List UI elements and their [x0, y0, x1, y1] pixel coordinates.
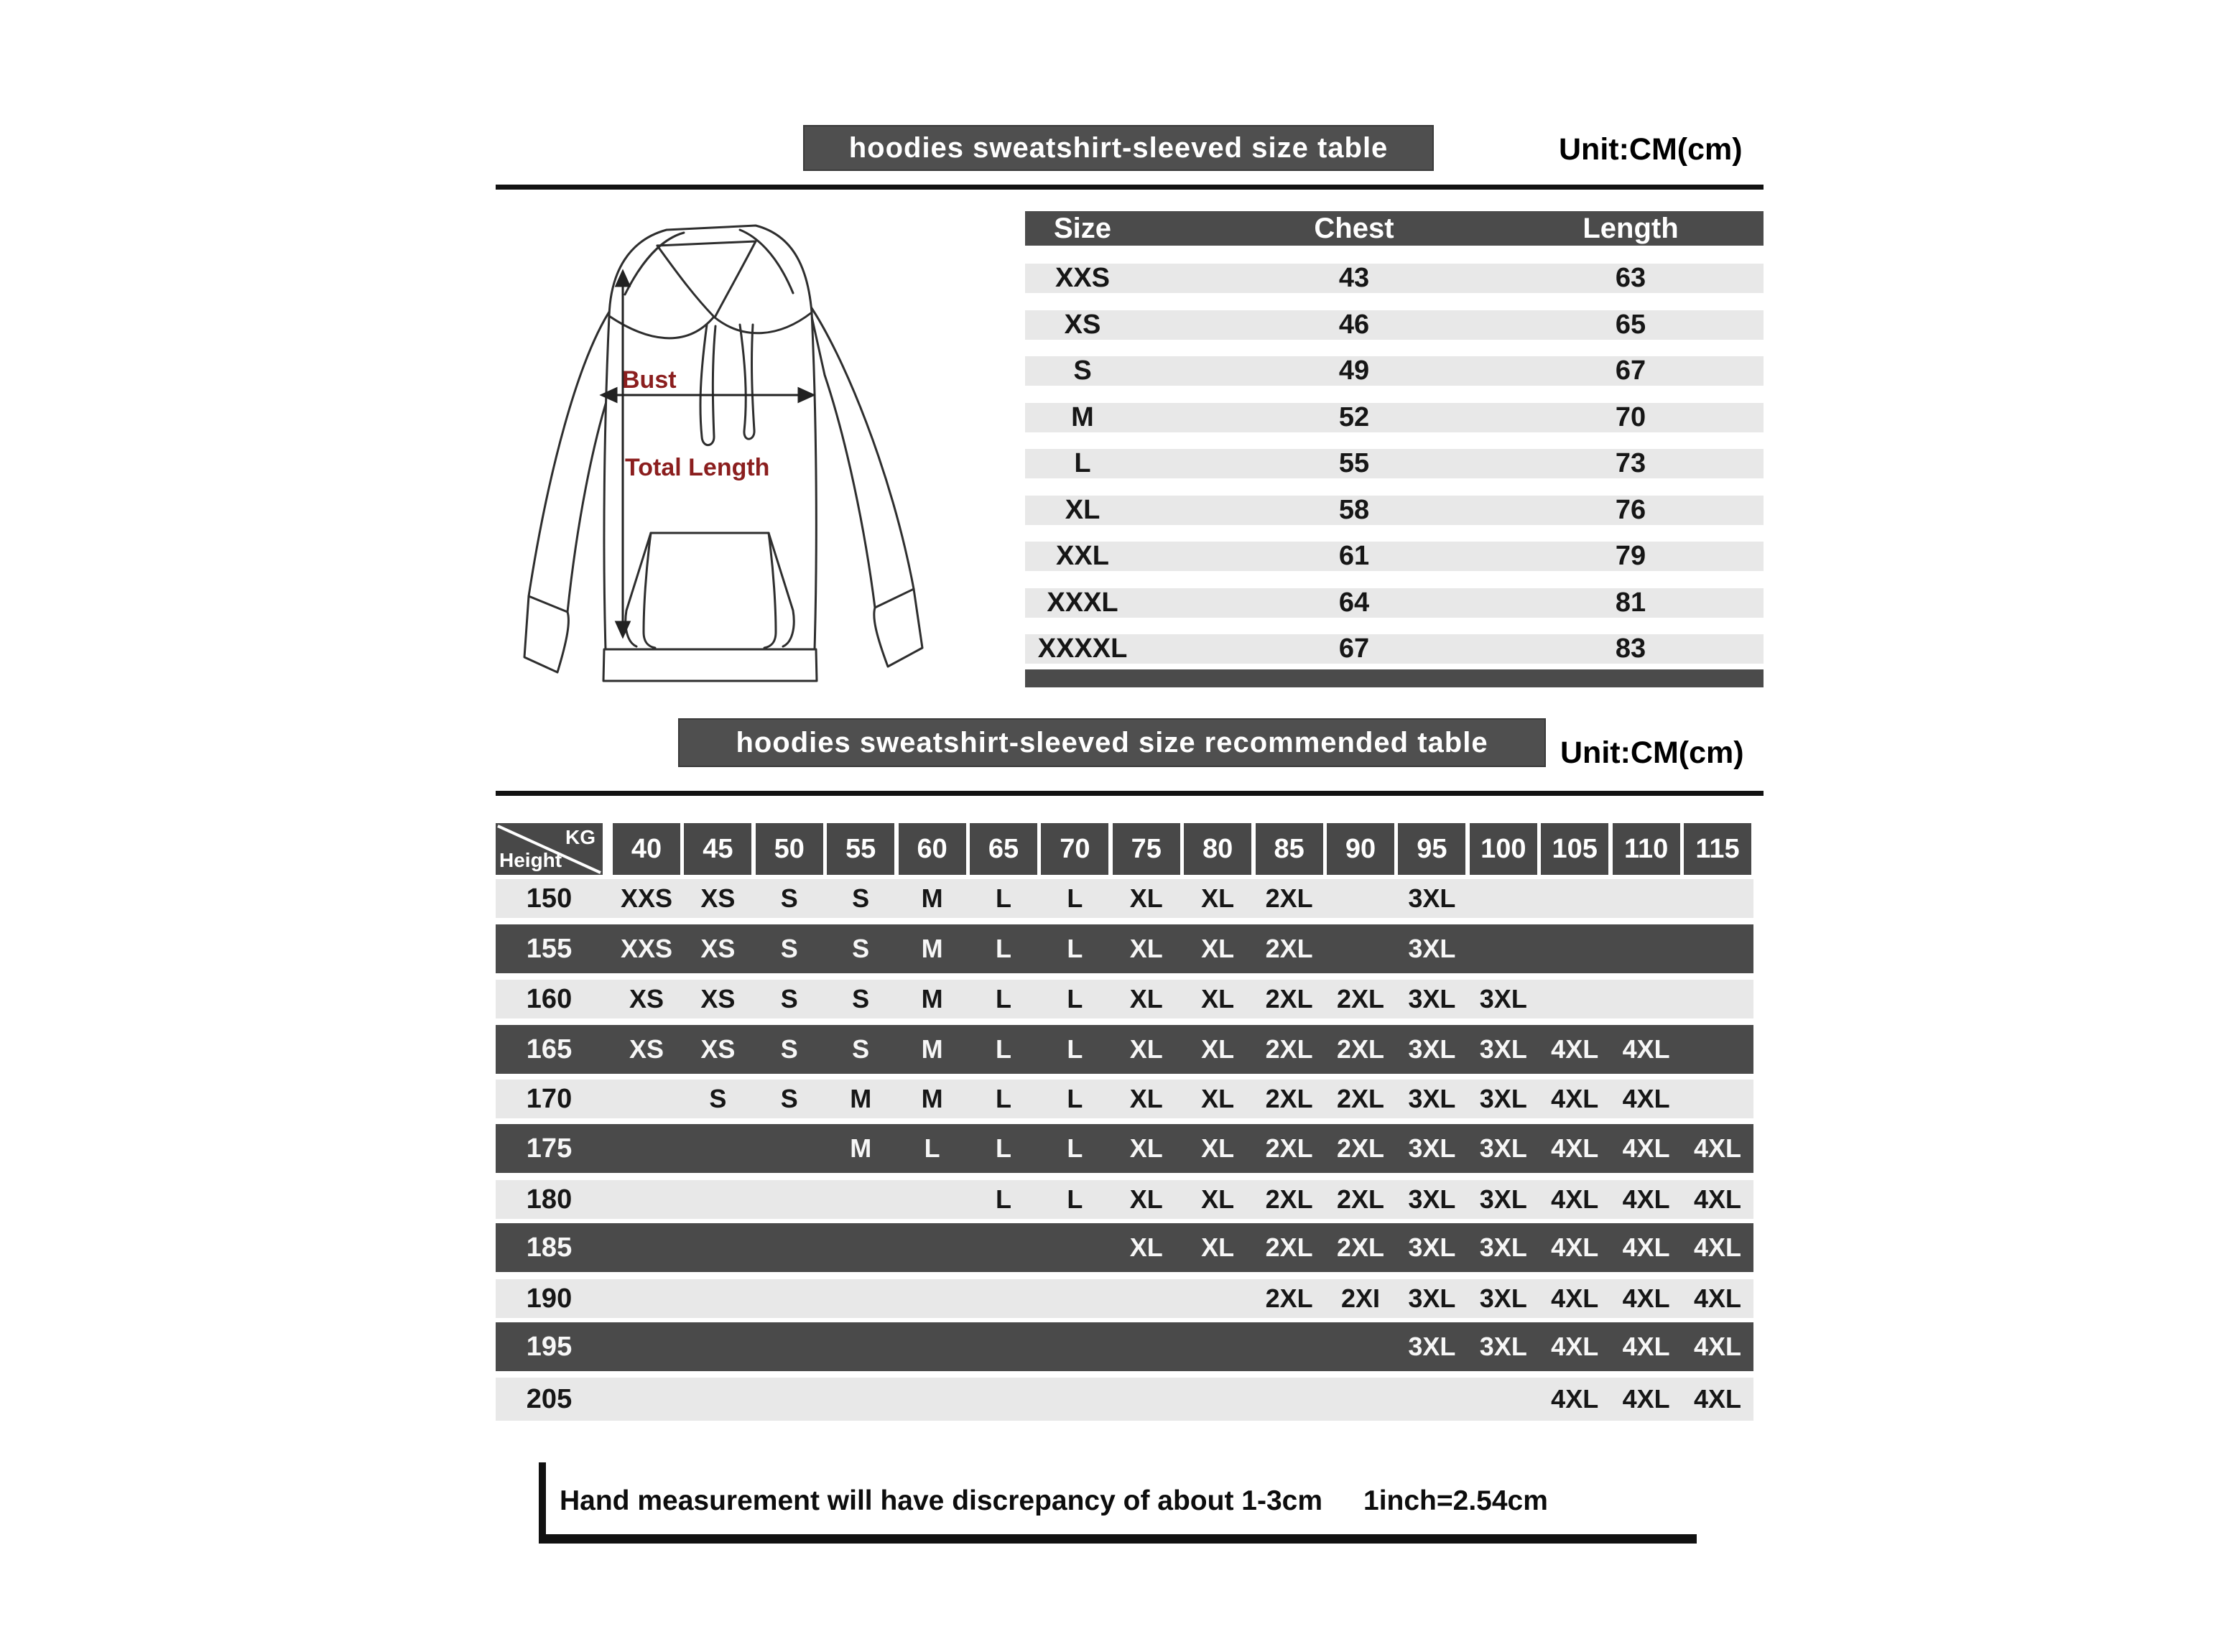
- size-recommendation: XXS: [620, 934, 673, 963]
- size-recommendation: S: [780, 934, 798, 963]
- size-recommendation: 4XL: [1693, 1332, 1742, 1361]
- size-recommendation: 4XL: [1622, 1332, 1670, 1361]
- height-label: 185: [526, 1232, 573, 1263]
- size-recommendation: 3XL: [1408, 1233, 1456, 1262]
- size-cell-length: 76: [1615, 494, 1646, 525]
- size-cell-length: 81: [1615, 587, 1646, 618]
- size-recommendation: XL: [1129, 984, 1163, 1013]
- weight-header-65: 65: [970, 823, 1037, 875]
- total-length-label: Total Length: [625, 454, 770, 481]
- size-recommendation: 2XL: [1265, 934, 1313, 963]
- table1-title-bar: [803, 125, 1434, 171]
- size-recommendation: 3XL: [1408, 1034, 1456, 1064]
- size-recommendation: XS: [629, 984, 664, 1013]
- size-cell-chest: 49: [1338, 356, 1370, 386]
- height-label: 180: [526, 1184, 573, 1215]
- weight-header-70: 70: [1041, 823, 1108, 875]
- size-recommendation: XS: [700, 934, 736, 963]
- size-recommendation: L: [996, 1084, 1011, 1113]
- recommend-row-160: [496, 980, 1753, 1018]
- size-recommendation: 4XL: [1551, 1184, 1599, 1214]
- corner-height-label: Height: [499, 849, 562, 871]
- size-recommendation: L: [996, 1133, 1011, 1163]
- note-conversion: 1inch=2.54cm: [1363, 1485, 1548, 1516]
- size-recommendation: M: [921, 934, 943, 963]
- size-recommendation: 2XL: [1265, 1233, 1313, 1262]
- size-recommendation: 2XL: [1336, 1233, 1385, 1262]
- height-label: 175: [526, 1133, 573, 1164]
- size-recommendation: S: [852, 1034, 870, 1064]
- size-recommendation: 2XL: [1265, 883, 1313, 913]
- divider-middle: [496, 791, 1764, 796]
- size-recommendation: S: [780, 984, 798, 1013]
- size-recommendation: L: [1067, 934, 1083, 963]
- table1-unit-label: Unit:CM(cm): [1559, 132, 1743, 167]
- size-recommendation: 3XL: [1408, 934, 1456, 963]
- size-recommendation: XL: [1201, 984, 1235, 1013]
- size-cell-length: 67: [1615, 356, 1646, 386]
- size-cell-chest: 52: [1338, 402, 1370, 432]
- size-table-row: [1025, 403, 1764, 432]
- size-recommendation: XS: [700, 1034, 736, 1064]
- size-recommendation: XXS: [620, 883, 673, 913]
- size-cell-length: 65: [1615, 309, 1646, 340]
- weight-header-110: 110: [1613, 823, 1680, 875]
- size-cell-chest: 43: [1338, 263, 1370, 293]
- divider-top: [496, 185, 1764, 190]
- size-recommendation: 3XL: [1408, 984, 1456, 1013]
- table2-title: hoodies sweatshirt-sleeved size recommended table: [736, 726, 1488, 758]
- size-recommendation: 3XL: [1479, 1133, 1527, 1163]
- size-recommendation: 3XL: [1408, 1084, 1456, 1113]
- size-recommendation: XL: [1129, 1184, 1163, 1214]
- size-cell-size: XXS: [1055, 263, 1111, 293]
- size-cell-size: XXL: [1056, 541, 1109, 571]
- size-recommendation: XL: [1201, 883, 1235, 913]
- recommend-row-205: [496, 1378, 1753, 1421]
- weight-header-95: 95: [1398, 823, 1465, 875]
- note-text: Hand measurement will have discrepancy of about 1-3cm: [560, 1485, 1323, 1516]
- size-table-row: [1025, 356, 1764, 386]
- size-recommendation: 4XL: [1693, 1233, 1742, 1262]
- size-recommendation: 4XL: [1693, 1384, 1742, 1414]
- size-recommendation: XL: [1129, 1233, 1163, 1262]
- table2-unit-label: Unit:CM(cm): [1560, 735, 1744, 770]
- size-recommendation: 4XL: [1622, 1184, 1670, 1214]
- size-cell-size: XXXXL: [1037, 634, 1128, 664]
- size-recommendation: XL: [1129, 1133, 1163, 1163]
- size-recommendation: 4XL: [1622, 1034, 1670, 1064]
- size-cell-length: 79: [1615, 541, 1646, 571]
- size-cell-chest: 64: [1338, 587, 1370, 618]
- recommend-row-175: [496, 1124, 1753, 1173]
- hoodie-right-sleeve: [809, 304, 922, 667]
- recommend-row-165: [496, 1025, 1753, 1074]
- size-recommendation: 4XL: [1622, 1133, 1670, 1163]
- size-recommendation: 2XL: [1336, 1184, 1385, 1214]
- size-recommendation: M: [921, 1084, 943, 1113]
- size-recommendation: S: [780, 1034, 798, 1064]
- corner-header-cell: [496, 823, 603, 875]
- recommend-row-180: [496, 1180, 1753, 1219]
- size-cell-size: XXXL: [1047, 587, 1118, 618]
- size-cell-chest: 46: [1338, 309, 1370, 340]
- size-table-row: [1025, 588, 1764, 618]
- recommended-size-table: [496, 823, 1753, 1424]
- size-recommendation: 4XL: [1622, 1233, 1670, 1262]
- height-label: 150: [526, 883, 573, 914]
- size-recommendation: 2XL: [1336, 1084, 1385, 1113]
- recommend-row-155: [496, 924, 1753, 973]
- size-recommendation: XL: [1129, 883, 1163, 913]
- size-recommendation: L: [996, 883, 1011, 913]
- size-recommendation: 3XL: [1408, 883, 1456, 913]
- size-cell-chest: 67: [1338, 634, 1370, 664]
- weight-header-75: 75: [1113, 823, 1180, 875]
- size-recommendation: 4XL: [1551, 1384, 1599, 1414]
- size-recommendation: XL: [1201, 1133, 1235, 1163]
- weight-header-100: 100: [1470, 823, 1537, 875]
- size-recommendation: M: [850, 1133, 872, 1163]
- size-table-row: [1025, 496, 1764, 525]
- corner-kg-label: KG: [565, 826, 596, 848]
- size-recommendation: 2XL: [1265, 1034, 1313, 1064]
- size-cell-length: 63: [1615, 263, 1646, 293]
- size-table: [1025, 211, 1764, 694]
- size-recommendation: 4XL: [1693, 1184, 1742, 1214]
- size-recommendation: L: [996, 1034, 1011, 1064]
- weight-header-45: 45: [684, 823, 751, 875]
- size-recommendation: XL: [1201, 1184, 1235, 1214]
- size-table-row: [1025, 310, 1764, 340]
- size-table-footer-bar: [1025, 669, 1764, 687]
- size-recommendation: XL: [1201, 934, 1235, 963]
- height-label: 170: [526, 1083, 573, 1114]
- note-underline-bar: [539, 1534, 1697, 1544]
- size-recommendation: 3XL: [1479, 1284, 1527, 1313]
- height-label: 165: [526, 1034, 573, 1064]
- size-cell-size: XS: [1064, 309, 1101, 340]
- size-recommendation: 2XI: [1340, 1284, 1381, 1313]
- size-recommendation: XL: [1201, 1084, 1235, 1113]
- size-recommendation: L: [996, 1184, 1011, 1214]
- size-recommendation: 4XL: [1693, 1133, 1742, 1163]
- weight-header-60: 60: [899, 823, 966, 875]
- size-recommendation: S: [709, 1084, 727, 1113]
- height-label: 205: [526, 1383, 573, 1414]
- size-cell-length: 70: [1615, 402, 1646, 432]
- size-cell-size: L: [1074, 448, 1091, 478]
- size-table-row: [1025, 542, 1764, 571]
- note-left-bar: [539, 1462, 546, 1537]
- size-cell-size: M: [1071, 402, 1094, 432]
- size-cell-length: 83: [1615, 634, 1646, 664]
- size-recommendation: XS: [700, 984, 736, 1013]
- size-recommendation: 4XL: [1551, 1233, 1599, 1262]
- size-recommendation: 2XL: [1265, 1284, 1313, 1313]
- size-recommendation: 3XL: [1408, 1284, 1456, 1313]
- size-table-row: [1025, 449, 1764, 478]
- size-recommendation: L: [924, 1133, 940, 1163]
- weight-header-55: 55: [827, 823, 894, 875]
- size-recommendation: 4XL: [1551, 1332, 1599, 1361]
- size-recommendation: XS: [700, 883, 736, 913]
- column-header-length: Length: [1582, 212, 1679, 244]
- size-recommendation: 2XL: [1336, 1133, 1385, 1163]
- size-recommendation: XL: [1129, 1084, 1163, 1113]
- hoodie-hem-band: [603, 649, 817, 681]
- size-recommendation: 4XL: [1551, 1034, 1599, 1064]
- size-recommendation: 2XL: [1265, 1184, 1313, 1214]
- size-recommendation: 2XL: [1336, 1034, 1385, 1064]
- size-recommendation: S: [852, 934, 870, 963]
- column-header-chest: Chest: [1314, 212, 1394, 244]
- size-recommendation: 3XL: [1408, 1184, 1456, 1214]
- table1-title: hoodies sweatshirt-sleeved size table: [848, 131, 1389, 164]
- size-recommendation: 2XL: [1265, 1133, 1313, 1163]
- size-recommendation: M: [921, 1034, 943, 1064]
- size-cell-chest: 58: [1338, 494, 1370, 525]
- size-cell-chest: 55: [1338, 448, 1370, 478]
- weight-header-85: 85: [1256, 823, 1323, 875]
- size-recommendation: 4XL: [1622, 1284, 1670, 1313]
- size-recommendation: 4XL: [1551, 1084, 1599, 1113]
- size-recommendation: S: [780, 883, 798, 913]
- size-recommendation: 4XL: [1551, 1284, 1599, 1313]
- size-table-row: [1025, 264, 1764, 293]
- size-recommendation: S: [780, 1084, 798, 1113]
- size-recommendation: 4XL: [1551, 1133, 1599, 1163]
- size-recommendation: 3XL: [1408, 1332, 1456, 1361]
- size-recommendation: 3XL: [1408, 1133, 1456, 1163]
- size-recommendation: S: [852, 883, 870, 913]
- size-recommendation: 2XL: [1265, 1084, 1313, 1113]
- size-table-row: [1025, 634, 1764, 664]
- size-recommendation: 3XL: [1479, 1084, 1527, 1113]
- size-recommendation: 3XL: [1479, 1184, 1527, 1214]
- height-label: 190: [526, 1283, 573, 1314]
- size-recommendation: M: [850, 1084, 872, 1113]
- recommend-row-170: [496, 1080, 1753, 1118]
- size-cell-size: S: [1073, 356, 1092, 386]
- size-recommendation: L: [996, 934, 1011, 963]
- size-recommendation: L: [1067, 1034, 1083, 1064]
- size-recommendation: XL: [1129, 934, 1163, 963]
- size-recommendation: 3XL: [1479, 1034, 1527, 1064]
- weight-header-40: 40: [613, 823, 680, 875]
- table2-title-bar: [678, 718, 1546, 767]
- size-recommendation: 2XL: [1265, 984, 1313, 1013]
- size-recommendation: 3XL: [1479, 984, 1527, 1013]
- weight-header-115: 115: [1684, 823, 1751, 875]
- size-recommendation: XL: [1129, 1034, 1163, 1064]
- size-cell-size: XL: [1065, 494, 1100, 525]
- weight-header-50: 50: [756, 823, 823, 875]
- hoodie-measurement-diagram: [503, 208, 963, 704]
- column-header-size: Size: [1053, 212, 1112, 244]
- size-recommendation: L: [996, 984, 1011, 1013]
- recommend-row-185: [496, 1223, 1753, 1272]
- size-recommendation: 3XL: [1479, 1233, 1527, 1262]
- height-label: 195: [526, 1331, 573, 1362]
- size-recommendation: L: [1067, 883, 1083, 913]
- recommend-row-190: [496, 1279, 1753, 1318]
- size-recommendation: 3XL: [1479, 1332, 1527, 1361]
- hoodie-left-sleeve: [524, 307, 613, 672]
- size-recommendation: L: [1067, 1084, 1083, 1113]
- size-recommendation: XL: [1201, 1233, 1235, 1262]
- size-recommendation: XS: [629, 1034, 664, 1064]
- size-recommendation: XL: [1201, 1034, 1235, 1064]
- size-table-header: [1025, 211, 1764, 246]
- height-label: 160: [526, 983, 573, 1014]
- height-label: 155: [526, 933, 573, 964]
- weight-header-105: 105: [1541, 823, 1608, 875]
- size-cell-chest: 61: [1338, 541, 1370, 571]
- size-recommendation: M: [921, 883, 943, 913]
- size-recommendation: 2XL: [1336, 984, 1385, 1013]
- size-recommendation: M: [921, 984, 943, 1013]
- weight-header-90: 90: [1327, 823, 1394, 875]
- size-cell-length: 73: [1615, 448, 1646, 478]
- size-recommendation: L: [1067, 1133, 1083, 1163]
- recommend-row-150: [496, 879, 1753, 918]
- size-recommendation: 4XL: [1693, 1284, 1742, 1313]
- size-recommendation: 4XL: [1622, 1084, 1670, 1113]
- bust-label: Bust: [622, 366, 677, 394]
- recommend-row-195: [496, 1322, 1753, 1371]
- size-recommendation: L: [1067, 984, 1083, 1013]
- size-recommendation: L: [1067, 1184, 1083, 1214]
- size-recommendation: S: [852, 984, 870, 1013]
- size-recommendation: 4XL: [1622, 1384, 1670, 1414]
- weight-header-80: 80: [1184, 823, 1251, 875]
